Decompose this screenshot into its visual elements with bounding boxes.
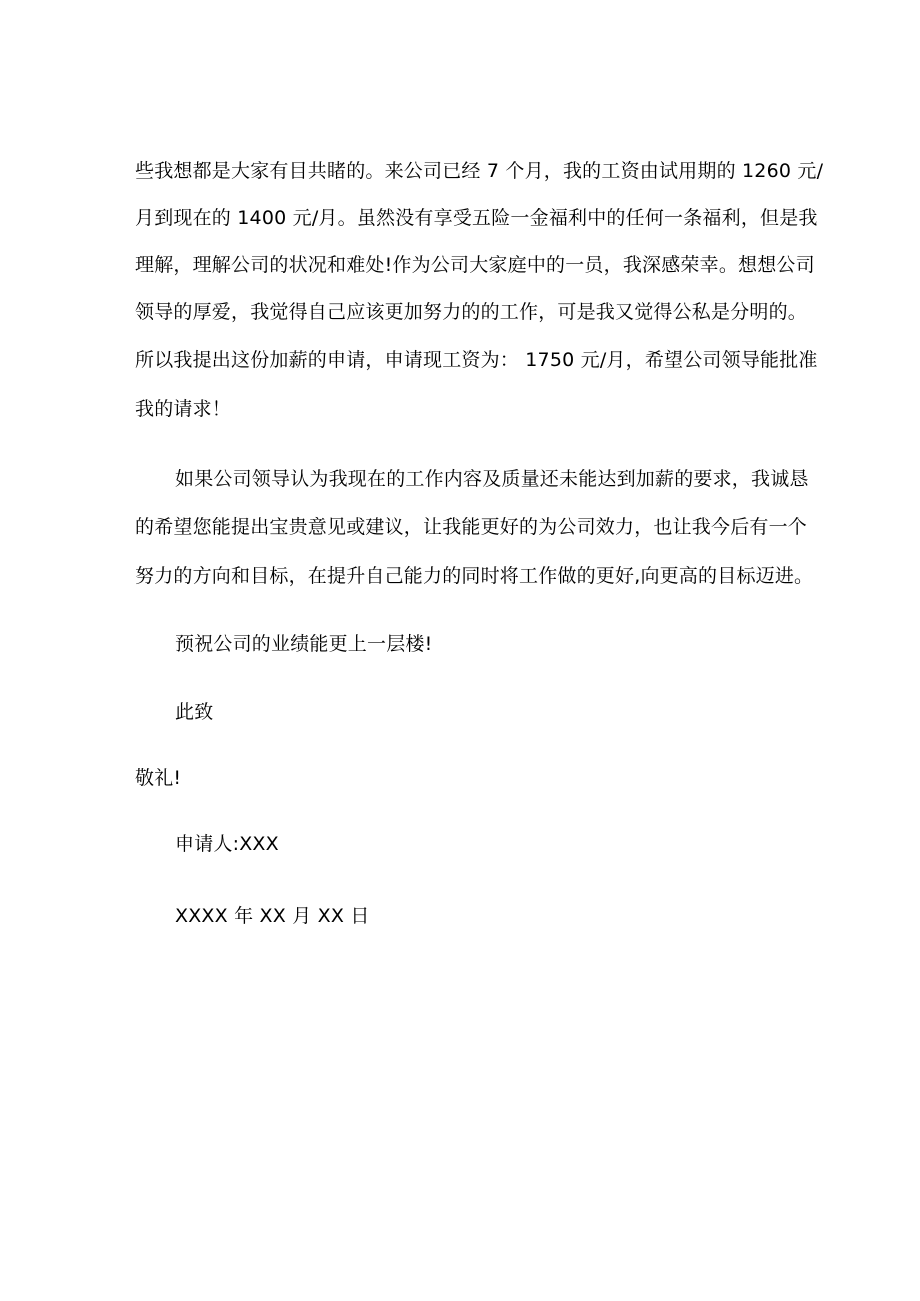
paragraph-1-line-2: 月到现在的 1400 元/月。虽然没有享受五险一金福利中的任何一条福利，但是我 (135, 207, 818, 229)
salute-line: 敬礼! (135, 767, 182, 789)
paragraph-1-line-5: 所以我提出这份加薪的申请，申请现工资为： 1750 元/月，希望公司领导能批准 (135, 349, 818, 371)
paragraph-1-line-3: 理解，理解公司的状况和难处!作为公司大家庭中的一员，我深感荣幸。想想公司 (135, 254, 815, 276)
paragraph-2-line-3: 努力的方向和目标，在提升自己能力的同时将工作做的更好,向更高的目标迈进。 (135, 565, 814, 587)
wish-line: 预祝公司的业绩能更上一层楼! (175, 633, 433, 655)
paragraph-1-line-1: 些我想都是大家有目共睹的。来公司已经 7 个月，我的工资由试用期的 1260 元/ (135, 160, 824, 182)
paragraph-2-line-2: 的希望您能提出宝贵意见或建议，让我能更好的为公司效力，也让我今后有一个 (135, 516, 808, 538)
date-line: XXXX 年 XX 月 XX 日 (175, 905, 370, 927)
paragraph-2-line-1: 如果公司领导认为我现在的工作内容及质量还未能达到加薪的要求，我诚恳 (175, 468, 809, 490)
paragraph-1-line-4: 领导的厚爱，我觉得自己应该更加努力的的工作，可是我又觉得公私是分明的。 (135, 301, 808, 323)
applicant-line: 申请人:XXX (175, 833, 279, 855)
closing-line: 此致 (175, 701, 214, 723)
paragraph-1-line-6: 我的请求！ (135, 398, 232, 420)
